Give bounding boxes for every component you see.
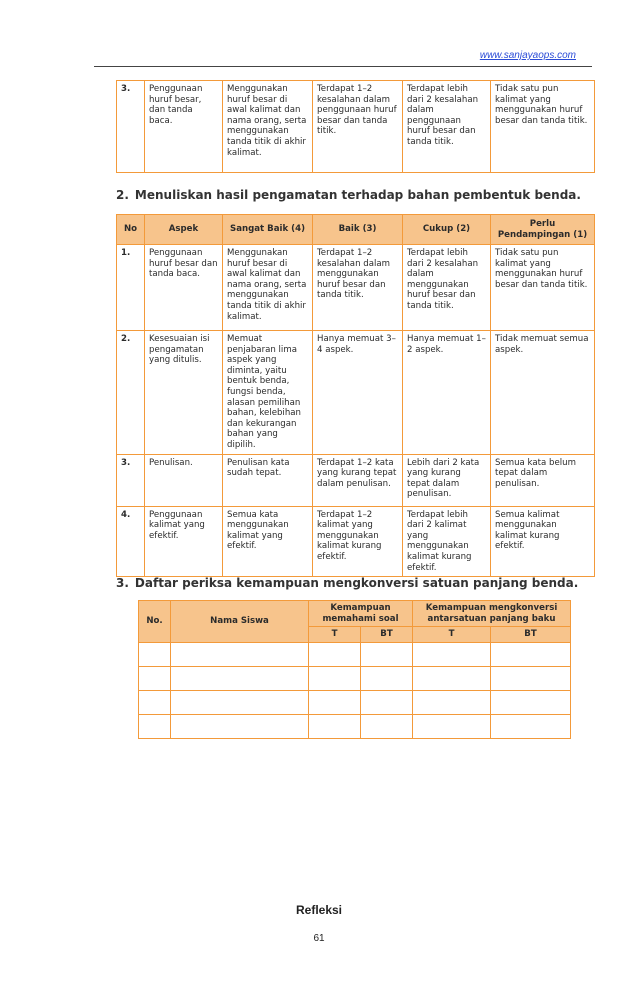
empty-cell [413,642,491,666]
cell-score-1: Semua kalimat menggunakan kalimat kurang efektif. [491,506,595,577]
cell-score-1: Tidak satu pun kalimat yang menggunakan huruf besar dan tanda titik. [491,81,595,173]
reflection-title: Refleksi [295,903,343,917]
empty-cell [139,714,171,738]
section-number: 2. [116,188,129,202]
cell-aspek: Penggunaan kalimat yang efektif. [145,506,223,577]
cell-score-3: Hanya memuat 3–4 aspek. [313,331,403,455]
cell-score-4: Menggunakan huruf besar di awal kalimat dan nama orang, serta menggunakan tanda titik di akhir kalimat. [223,245,313,331]
table-row [117,81,595,173]
header-t: T [413,627,491,643]
table-header-row [117,215,595,245]
cell-aspek: Kesesuaian isi pengamatan yang ditulis. [145,331,223,455]
cell-score-2: Terdapat lebih dari 2 kesalahan dalam penggunaan huruf besar dan tanda titik. [403,81,491,173]
row-number: 3. [117,454,145,506]
header-bt: BT [361,627,413,643]
cell-score-2: Lebih dari 2 kata yang kurang tepat dalam penulisan. [403,454,491,506]
table-row [117,245,595,331]
cell-aspek: Penggunaan huruf besar, dan tanda baca. [145,81,223,173]
header-perlu-pendampingan: Perlu Pendampingan (1) [491,215,595,245]
cell-score-2: Terdapat lebih dari 2 kesalahan dalam menggunakan huruf besar dan tanda titik. [403,245,491,331]
page-number: 61 [313,933,325,944]
cell-score-4: Menggunakan huruf besar di awal kalimat dan nama orang, serta menggunakan tanda titik di akhir kalimat. [223,81,313,173]
website-url[interactable]: www.sanjayaops.com [479,50,576,61]
cell-score-3: Terdapat 1–2 kalimat yang menggunakan kalimat kurang efektif. [313,506,403,577]
rubric-table-1 [116,80,595,173]
header-rule [94,66,592,67]
header-baik: Baik (3) [313,215,403,245]
table-row [139,666,571,690]
header-no: No [117,215,145,245]
empty-cell [309,666,361,690]
cell-score-4: Penulisan kata sudah tepat. [223,454,313,506]
empty-cell [361,666,413,690]
empty-cell [139,690,171,714]
empty-cell [413,690,491,714]
section-title: Menuliskan hasil pengamatan terhadap bahan pembentuk benda. [134,188,581,202]
empty-cell [361,690,413,714]
header-kemampuan-mengkonversi: Kemampuan mengkonversi antarsatuan panjang baku [413,601,571,627]
header-bt: BT [491,627,571,643]
cell-score-3: Terdapat 1–2 kesalahan dalam menggunakan huruf besar dan tanda titik. [313,245,403,331]
empty-cell [309,714,361,738]
table-row [139,714,571,738]
checklist-table [138,600,571,739]
empty-cell [491,714,571,738]
empty-cell [139,642,171,666]
table-row [139,642,571,666]
section-number: 3. [116,576,129,590]
empty-cell [361,714,413,738]
cell-score-1: Tidak satu pun kalimat yang menggunakan huruf besar dan tanda titik. [491,245,595,331]
row-number: 3. [117,81,145,173]
rubric-table-2 [116,214,595,577]
section-title: Daftar periksa kemampuan mengkonversi satuan panjang benda. [134,576,579,590]
cell-score-1: Tidak memuat semua aspek. [491,331,595,455]
empty-cell [491,666,571,690]
empty-cell [171,690,309,714]
header-aspek: Aspek [145,215,223,245]
empty-cell [309,642,361,666]
empty-cell [491,690,571,714]
empty-cell [413,666,491,690]
table-row [117,331,595,455]
header-kemampuan-memahami: Kemampuan memahami soal [309,601,413,627]
cell-score-2: Terdapat lebih dari 2 kalimat yang menggunakan kalimat kurang efektif. [403,506,491,577]
header-sangat-baik: Sangat Baik (4) [223,215,313,245]
section-2-heading [116,188,581,202]
header-t: T [309,627,361,643]
empty-cell [491,642,571,666]
row-number: 2. [117,331,145,455]
cell-aspek: Penggunaan huruf besar dan tanda baca. [145,245,223,331]
cell-score-2: Hanya memuat 1–2 aspek. [403,331,491,455]
empty-cell [171,666,309,690]
cell-aspek: Penulisan. [145,454,223,506]
table-row [139,690,571,714]
section-3-heading [116,576,578,590]
empty-cell [309,690,361,714]
table-row [117,506,595,577]
header-cukup: Cukup (2) [403,215,491,245]
empty-cell [413,714,491,738]
cell-score-4: Memuat penjabaran lima aspek yang diminta, yaitu bentuk benda, fungsi benda, alasan pemilihan bahan, kelebihan dan kekurangan bahan yang dipilih. [223,331,313,455]
cell-score-3: Terdapat 1–2 kata yang kurang tepat dalam penulisan. [313,454,403,506]
table-header-row [139,601,571,627]
empty-cell [361,642,413,666]
header-no: No. [139,601,171,643]
cell-score-3: Terdapat 1–2 kesalahan dalam penggunaan huruf besar dan tanda titik. [313,81,403,173]
empty-cell [171,642,309,666]
row-number: 1. [117,245,145,331]
row-number: 4. [117,506,145,577]
header-nama-siswa: Nama Siswa [171,601,309,643]
empty-cell [171,714,309,738]
cell-score-4: Semua kata menggunakan kalimat yang efektif. [223,506,313,577]
cell-score-1: Semua kata belum tepat dalam penulisan. [491,454,595,506]
table-row [117,454,595,506]
empty-cell [139,666,171,690]
